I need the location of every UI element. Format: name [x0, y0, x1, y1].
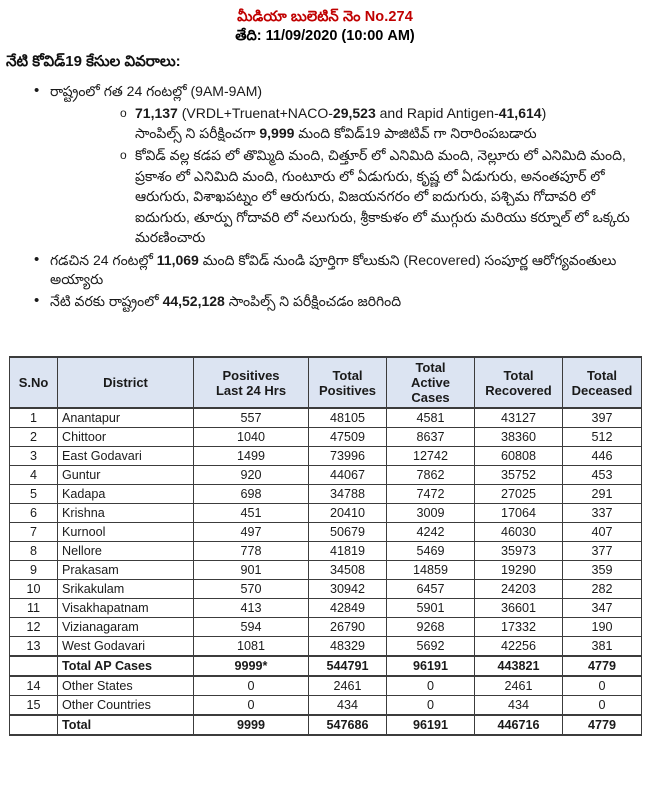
table-cell-sno: 12: [10, 618, 58, 637]
table-cell-total-recovered: 43127: [475, 408, 563, 428]
table-cell-total-deceased: 0: [563, 696, 642, 716]
table-cell-total-positives: 41819: [309, 542, 387, 561]
table-cell-total-deceased: 359: [563, 561, 642, 580]
table-cell-total-recovered: 24203: [475, 580, 563, 599]
table-cell-sno: 15: [10, 696, 58, 716]
table-cell-total-deceased: 4779: [563, 715, 642, 735]
table-cell-district: Prakasam: [58, 561, 194, 580]
table-column-header-line1: Total: [503, 367, 534, 383]
table-column-header: [58, 357, 194, 408]
table-cell-positives-last-24-hrs: 497: [194, 523, 309, 542]
table-cell-total-deceased: 4779: [563, 656, 642, 676]
table-cell-positives-last-24-hrs: 920: [194, 466, 309, 485]
positives-sentence: [135, 123, 650, 143]
table-cell-positives-last-24-hrs: 0: [194, 696, 309, 716]
table-row: [10, 618, 642, 637]
table-cell-sno: 4: [10, 466, 58, 485]
table-column-header-line1: Positives: [222, 367, 280, 383]
table-cell-total-deceased: 397: [563, 408, 642, 428]
table-cell-total-active-cases: 8637: [387, 428, 475, 447]
table-column-header-line1: District: [103, 375, 148, 390]
table-cell-sno: 9: [10, 561, 58, 580]
district-cases-table: [9, 356, 642, 736]
table-cell-district: Nellore: [58, 542, 194, 561]
sub-bullet-list: [50, 103, 650, 248]
table-column-header-line1: S.No: [18, 375, 49, 390]
table-row: [10, 428, 642, 447]
table-cell-positives-last-24-hrs: 594: [194, 618, 309, 637]
table-row: [10, 408, 642, 428]
table-cell-district: Vizianagaram: [58, 618, 194, 637]
table-row: [10, 485, 642, 504]
table-column-header-line2: Recovered: [485, 382, 552, 398]
summary-bullet-list: [0, 82, 650, 311]
table-cell-district: Kurnool: [58, 523, 194, 542]
table-cell-positives-last-24-hrs: 9999: [194, 715, 309, 735]
table-column-header-line1: Total: [332, 367, 363, 383]
table-cell-positives-last-24-hrs: 9999*: [194, 656, 309, 676]
table-cell-total-active-cases: 7472: [387, 485, 475, 504]
table-row: [10, 637, 642, 657]
table-cell-total-positives: 20410: [309, 504, 387, 523]
table-cell-total-active-cases: 4242: [387, 523, 475, 542]
table-cell-total-deceased: 337: [563, 504, 642, 523]
table-cell-total-active-cases: 7862: [387, 466, 475, 485]
table-cell-total-positives: 30942: [309, 580, 387, 599]
table-column-header-line1: Total: [415, 360, 446, 375]
table-cell-positives-last-24-hrs: 901: [194, 561, 309, 580]
table-cell-total-positives: 26790: [309, 618, 387, 637]
table-cell-district: Guntur: [58, 466, 194, 485]
table-cell-sno: [10, 715, 58, 735]
table-cell-sno: 8: [10, 542, 58, 561]
district-cases-table-container: [9, 356, 641, 736]
table-column-header: [387, 357, 475, 408]
table-cell-total-recovered: 60808: [475, 447, 563, 466]
table-cell-positives-last-24-hrs: 570: [194, 580, 309, 599]
table-cell-sno: [10, 656, 58, 676]
table-cell-sno: 1: [10, 408, 58, 428]
new-positives-count: 9,999: [259, 125, 295, 141]
table-cell-total-active-cases: 5692: [387, 637, 475, 657]
samples-breakdown-close: ): [541, 105, 547, 121]
table-cell-district: Other Countries: [58, 696, 194, 716]
table-column-header-line1: Total: [586, 367, 618, 383]
table-cell-total-active-cases: 6457: [387, 580, 475, 599]
table-cell-positives-last-24-hrs: 1499: [194, 447, 309, 466]
deaths-by-district-text: కోవిడ్ వల్ల కడప లో తొమ్మిది మంది, చిత్తూర్ లో ఎనిమిది మంది, నెల్లూరు లో ఎనిమిది మంది, ప్రకాశం లో ఎనిమిది మంది, గుంటూరు లో ఏడుగురు, కృష్ణ లో ఏడుగురు, అనంతపూర్ లో ఆరుగురు, విశాఖపట్నం లో ఆరుగురు, విజయనగరం లో ఐదుగురు, పశ్చిమ గోదావరి లో ఐదుగురు, తూర్పు గోదావరి లో నలుగురు, శ్రీకాకుళం లో ముగ్గురు మరియు కర్నూల్ లో ఒక్కరు మరణించారు: [135, 147, 630, 245]
table-cell-total-recovered: 35752: [475, 466, 563, 485]
table-cell-total-recovered: 2461: [475, 676, 563, 696]
table-cell-total-positives: 42849: [309, 599, 387, 618]
rapid-antigen-count: 41,614: [498, 105, 542, 121]
table-column-header: [194, 357, 309, 408]
table-cell-total-positives: 73996: [309, 447, 387, 466]
table-cell-total-active-cases: 96191: [387, 656, 475, 676]
table-cell-total-positives: 547686: [309, 715, 387, 735]
table-cell-total-active-cases: 9268: [387, 618, 475, 637]
table-cell-total-positives: 48105: [309, 408, 387, 428]
total-samples-text: [50, 293, 401, 309]
table-cell-sno: 10: [10, 580, 58, 599]
bullet-last-24-hours: [0, 82, 650, 248]
table-column-header: [10, 357, 58, 408]
vrdl-truenat-naco-count: 29,523: [332, 105, 376, 121]
table-cell-total-deceased: 347: [563, 599, 642, 618]
table-row: [10, 580, 642, 599]
table-cell-total-positives: 34508: [309, 561, 387, 580]
recovered-prefix: గడచిన 24 గంటల్లో: [50, 251, 157, 268]
table-cell-positives-last-24-hrs: 1040: [194, 428, 309, 447]
table-cell-positives-last-24-hrs: 0: [194, 676, 309, 696]
table-cell-sno: 3: [10, 447, 58, 466]
page-title: నేటి కోవిడ్19 కేసుల వివరాలు:: [6, 53, 181, 70]
table-cell-total-recovered: 443821: [475, 656, 563, 676]
rapid-antigen-label: and Rapid Antigen-: [375, 105, 499, 121]
table-cell-total-positives: 50679: [309, 523, 387, 542]
table-cell-sno: 7: [10, 523, 58, 542]
table-cell-positives-last-24-hrs: 413: [194, 599, 309, 618]
table-cell-total-positives: 47509: [309, 428, 387, 447]
table-cell-sno: 6: [10, 504, 58, 523]
table-cell-total-active-cases: 14859: [387, 561, 475, 580]
table-cell-positives-last-24-hrs: 698: [194, 485, 309, 504]
table-column-header-line2: Deceased: [571, 382, 633, 398]
table-cell-total-recovered: 42256: [475, 637, 563, 657]
table-cell-positives-last-24-hrs: 451: [194, 504, 309, 523]
table-row: [10, 676, 642, 696]
bulletin-date: [0, 27, 650, 46]
table-column-header: [563, 357, 642, 408]
table-cell-total-active-cases: 12742: [387, 447, 475, 466]
bullet-recovered: [0, 251, 650, 289]
bulletin-number: మీడియా బులెటిన్ నెం No.274: [237, 9, 413, 25]
table-column-header-line2: Positives: [318, 382, 377, 398]
table-cell-district: West Godavari: [58, 637, 194, 657]
table-column-header: [475, 357, 563, 408]
table-cell-district: Srikakulam: [58, 580, 194, 599]
table-cell-total-deceased: 0: [563, 676, 642, 696]
table-cell-total-positives: 544791: [309, 656, 387, 676]
table-cell-total-active-cases: 5901: [387, 599, 475, 618]
table-cell-total-recovered: 17332: [475, 618, 563, 637]
table-cell-district: Anantapur: [58, 408, 194, 428]
table-cell-total-positives: 44067: [309, 466, 387, 485]
table-cell-total-recovered: 446716: [475, 715, 563, 735]
table-cell-total-positives: 48329: [309, 637, 387, 657]
table-column-header-line2: Active Cases: [410, 375, 451, 405]
table-cell-total-deceased: 407: [563, 523, 642, 542]
table-cell-total-deceased: 377: [563, 542, 642, 561]
table-cell-total-deceased: 291: [563, 485, 642, 504]
table-cell-total-recovered: 46030: [475, 523, 563, 542]
table-cell-total-recovered: 434: [475, 696, 563, 716]
table-cell-district: Visakhapatnam: [58, 599, 194, 618]
samples-tested-count: 71,137: [135, 105, 178, 121]
table-cell-total-active-cases: 3009: [387, 504, 475, 523]
table-cell-district: Krishna: [58, 504, 194, 523]
table-cell-total-active-cases: 0: [387, 676, 475, 696]
table-cell-total-positives: 434: [309, 696, 387, 716]
table-cell-district: Total: [58, 715, 194, 735]
bulletin-date-value: : 11/09/2020 (10:00 AM): [256, 28, 415, 44]
sub-bullet-deaths-by-district: [50, 145, 650, 248]
positives-sentence-suffix: మంది కోవిడ్19 పాజిటివ్ గా నిరారింపబడారు: [294, 125, 537, 141]
table-cell-sno: 2: [10, 428, 58, 447]
table-cell-total-deceased: 282: [563, 580, 642, 599]
table-cell-total-active-cases: 4581: [387, 408, 475, 428]
table-cell-total-recovered: 19290: [475, 561, 563, 580]
table-row-grand-total: [10, 715, 642, 735]
table-row: [10, 561, 642, 580]
samples-breakdown-open: (VRDL+Truenat+NACO-: [177, 105, 333, 121]
table-header: [10, 357, 642, 408]
bulletin-date-label: తేది: [235, 28, 257, 44]
table-cell-sno: 11: [10, 599, 58, 618]
table-row: [10, 447, 642, 466]
table-cell-total-active-cases: 96191: [387, 715, 475, 735]
table-cell-district: Chittoor: [58, 428, 194, 447]
table-row: [10, 523, 642, 542]
table-cell-positives-last-24-hrs: 1081: [194, 637, 309, 657]
bullet-total-samples: [0, 292, 650, 311]
table-cell-total-recovered: 27025: [475, 485, 563, 504]
bulletin-header: [0, 0, 650, 46]
positives-sentence-prefix: సాంపిల్స్ ని పరీక్షించగా: [135, 125, 260, 141]
table-cell-total-deceased: 512: [563, 428, 642, 447]
table-cell-total-recovered: 36601: [475, 599, 563, 618]
table-cell-sno: 13: [10, 637, 58, 657]
table-cell-sno: 14: [10, 676, 58, 696]
table-cell-district: Other States: [58, 676, 194, 696]
sub-bullet-samples-tested: [50, 103, 650, 143]
table-cell-total-positives: 34788: [309, 485, 387, 504]
table-column-header: [309, 357, 387, 408]
table-cell-total-deceased: 453: [563, 466, 642, 485]
table-row: [10, 466, 642, 485]
table-cell-total-deceased: 446: [563, 447, 642, 466]
bullet-last-24-hours-text: రాష్ట్రంలో గత 24 గంటల్లో (9AM-9AM): [50, 83, 263, 99]
table-body: [10, 408, 642, 735]
table-cell-total-active-cases: 0: [387, 696, 475, 716]
table-cell-total-deceased: 381: [563, 637, 642, 657]
table-cell-district: Total AP Cases: [58, 656, 194, 676]
table-header-row: [10, 357, 642, 408]
table-cell-total-positives: 2461: [309, 676, 387, 696]
table-cell-district: East Godavari: [58, 447, 194, 466]
table-cell-positives-last-24-hrs: 557: [194, 408, 309, 428]
table-cell-total-active-cases: 5469: [387, 542, 475, 561]
total-samples-prefix: నేటి వరకు రాష్ట్రంలో: [50, 292, 163, 309]
recovered-suffix: మంది కోవిడ్ నుండి పూర్తిగా కోలుకుని (Recovered) సంపూర్ణ ఆరోగ్యవంతులు అయ్యారు: [50, 251, 617, 287]
table-row: [10, 504, 642, 523]
table-cell-district: Kadapa: [58, 485, 194, 504]
table-cell-total-recovered: 35973: [475, 542, 563, 561]
table-cell-total-recovered: 38360: [475, 428, 563, 447]
table-cell-total-deceased: 190: [563, 618, 642, 637]
table-row: [10, 542, 642, 561]
table-row: [10, 599, 642, 618]
recovered-count: 11,069: [156, 251, 199, 268]
table-cell-total-recovered: 17064: [475, 504, 563, 523]
table-column-header-line2: Last 24 Hrs: [215, 382, 287, 398]
table-row-total-ap-cases: [10, 656, 642, 676]
table-cell-positives-last-24-hrs: 778: [194, 542, 309, 561]
table-cell-sno: 5: [10, 485, 58, 504]
total-samples-count: 44,52,128: [162, 292, 225, 309]
total-samples-suffix: సాంపిల్స్ ని పరీక్షించడం జరిగింది: [224, 292, 402, 309]
table-row: [10, 696, 642, 716]
recovered-text: [50, 252, 616, 287]
